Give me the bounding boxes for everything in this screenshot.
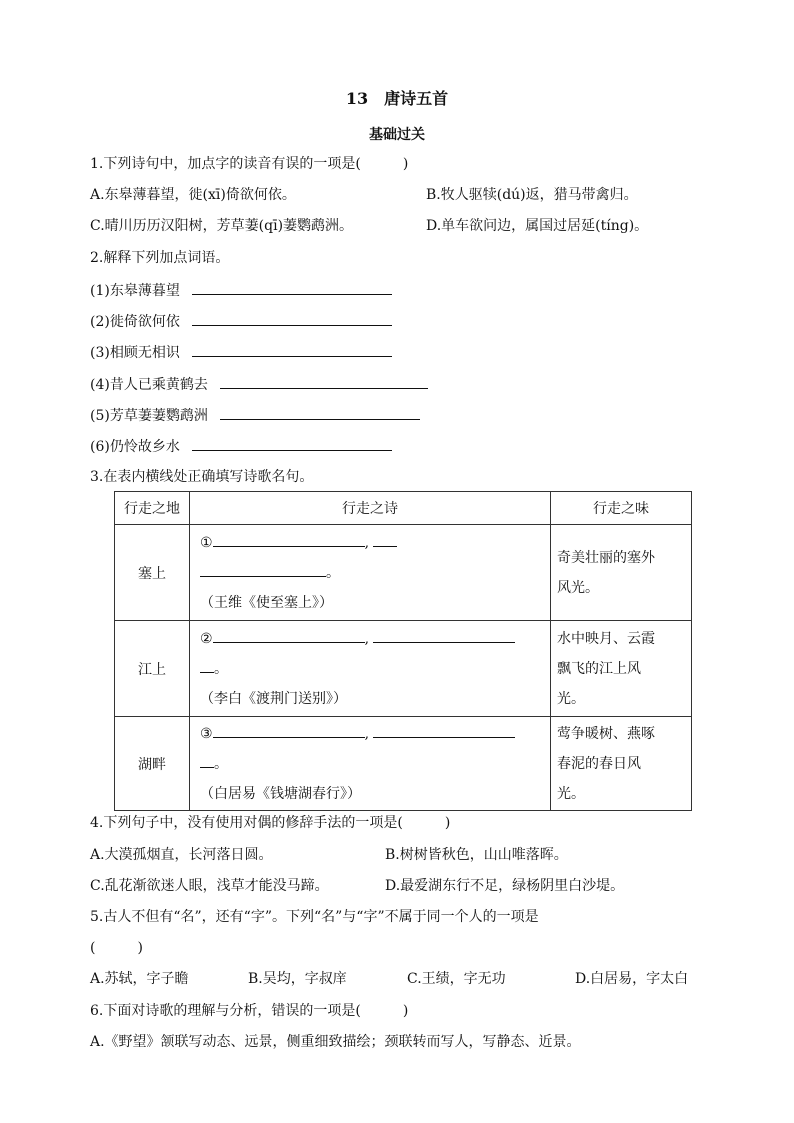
q2-item-label: (2)徙倚欲何依 — [90, 314, 180, 330]
answer-blank[interactable] — [200, 658, 214, 673]
answer-blank[interactable] — [220, 374, 428, 389]
q2-item-label: (6)仍怜故乡水 — [90, 439, 180, 455]
taste-line: 飘飞的江上风 — [557, 660, 641, 677]
q2-item-label: (1)东皋薄暮望 — [90, 283, 180, 299]
q6-stem: 6.下面对诗歌的理解与分析，错误的一项是( ) — [90, 1003, 409, 1019]
table-row — [115, 525, 692, 621]
q5-stem: 5.古人不但有“名”，还有“字”。下列“名”与“字”不属于同一个人的一项是 — [90, 909, 539, 925]
blank-marker: ③ — [200, 725, 213, 742]
end-mark: 。 — [326, 564, 340, 581]
lesson-number: 13 — [345, 89, 369, 108]
q2-item — [90, 436, 392, 457]
answer-blank[interactable] — [192, 342, 392, 357]
poem-table — [114, 491, 692, 811]
answer-blank[interactable] — [200, 753, 214, 768]
answer-blank[interactable] — [213, 532, 365, 547]
q1-option-d: D.单车欲问边，属国过居延(tíng)。 — [426, 218, 649, 234]
q4-stem: 4.下列句子中，没有使用对偶的修辞手法的一项是( ) — [90, 815, 451, 831]
q2-item — [90, 342, 392, 363]
q5-option-a: A.苏轼，字子瞻 — [90, 971, 189, 987]
poem-source: （李白《渡荆门送别》） — [200, 690, 347, 707]
q2-item — [90, 280, 392, 301]
end-mark: 。 — [214, 660, 228, 677]
row-taste — [551, 525, 692, 621]
q2-item — [90, 311, 392, 332]
answer-blank[interactable] — [220, 405, 420, 420]
q2-stem: 2.解释下列加点词语。 — [90, 250, 230, 266]
taste-line: 光。 — [557, 785, 585, 802]
q2-item — [90, 405, 420, 426]
table-row — [115, 621, 692, 717]
q2-item-label: (4)昔人已乘黄鹤去 — [90, 377, 208, 393]
q4-option-d: D.最爱湖东行不足，绿杨阴里白沙堤。 — [385, 878, 625, 894]
q1-option-b: B.牧人驱犊(dú)返，猎马带禽归。 — [426, 187, 638, 203]
taste-line: 春泥的春日风 — [557, 755, 641, 772]
q6-option-a: A.《野望》颔联写动态、远景，侧重细致描绘；颈联转而写人，写静态、近景。 — [90, 1034, 581, 1050]
header-place: 行走之地 — [115, 492, 190, 525]
taste-line: 莺争暖树、燕啄 — [557, 725, 655, 742]
q1-option-c: C.晴川历历汉阳树，芳草萋(qī)萋鹦鹉洲。 — [90, 218, 354, 234]
q4-option-c: C.乱花渐欲迷人眼，浅草才能没马蹄。 — [90, 878, 329, 894]
answer-blank[interactable] — [192, 280, 392, 295]
q1-option-a: A.东皋薄暮望，徙(xī)倚欲何依。 — [90, 187, 296, 203]
lesson-title — [0, 86, 794, 109]
table-row — [115, 717, 692, 811]
answer-blank[interactable] — [373, 532, 397, 547]
q5-option-c: C.王绩，字无功 — [407, 971, 506, 987]
answer-blank[interactable] — [373, 723, 515, 738]
q5-option-b: B.吴均，字叔庠 — [248, 971, 347, 987]
poem-source: （白居易《钱塘湖春行》） — [200, 785, 361, 802]
taste-line: 光。 — [557, 690, 585, 707]
row-place: 江上 — [115, 621, 190, 717]
blank-marker: ② — [200, 630, 213, 647]
q5-answer-paren: ( ) — [90, 940, 143, 956]
q4-option-b: B.树树皆秋色，山山唯落晖。 — [385, 847, 568, 863]
row-taste — [551, 717, 692, 811]
lesson-name: 唐诗五首 — [384, 89, 449, 108]
answer-blank[interactable] — [192, 436, 392, 451]
row-poem: ③ , 。 （白居易《钱塘湖春行》） — [190, 717, 551, 811]
q5-option-d: D.白居易，字太白 — [575, 971, 689, 987]
q2-item-label: (5)芳草萋萋鹦鹉洲 — [90, 408, 208, 424]
header-poem: 行走之诗 — [190, 492, 551, 525]
answer-blank[interactable] — [213, 628, 365, 643]
table-header-row — [115, 492, 692, 525]
blank-marker: ① — [200, 534, 213, 551]
q3-stem: 3.在表内横线处正确填写诗歌名句。 — [90, 469, 314, 485]
q2-item-label: (3)相顾无相识 — [90, 345, 180, 361]
answer-blank[interactable] — [192, 311, 392, 326]
row-poem: ② , 。 （李白《渡荆门送别》） — [190, 621, 551, 717]
taste-line: 风光。 — [557, 579, 599, 596]
header-taste: 行走之味 — [551, 492, 692, 525]
row-place: 塞上 — [115, 525, 190, 621]
q4-option-a: A.大漠孤烟直，长河落日圆。 — [90, 847, 273, 863]
section-heading: 基础过关 — [369, 127, 425, 143]
q2-item — [90, 374, 428, 395]
poem-source: （王维《使至塞上》） — [200, 594, 333, 611]
answer-blank[interactable] — [373, 628, 515, 643]
row-taste — [551, 621, 692, 717]
answer-blank[interactable] — [213, 723, 365, 738]
taste-line: 水中映月、云霞 — [557, 630, 655, 647]
answer-blank[interactable] — [200, 562, 326, 577]
row-place: 湖畔 — [115, 717, 190, 811]
taste-line: 奇美壮丽的塞外 — [557, 549, 655, 566]
end-mark: 。 — [214, 755, 228, 772]
row-poem: ① , 。 （王维《使至塞上》） — [190, 525, 551, 621]
q1-stem: 1.下列诗句中，加点字的读音有误的一项是( ) — [90, 156, 409, 172]
